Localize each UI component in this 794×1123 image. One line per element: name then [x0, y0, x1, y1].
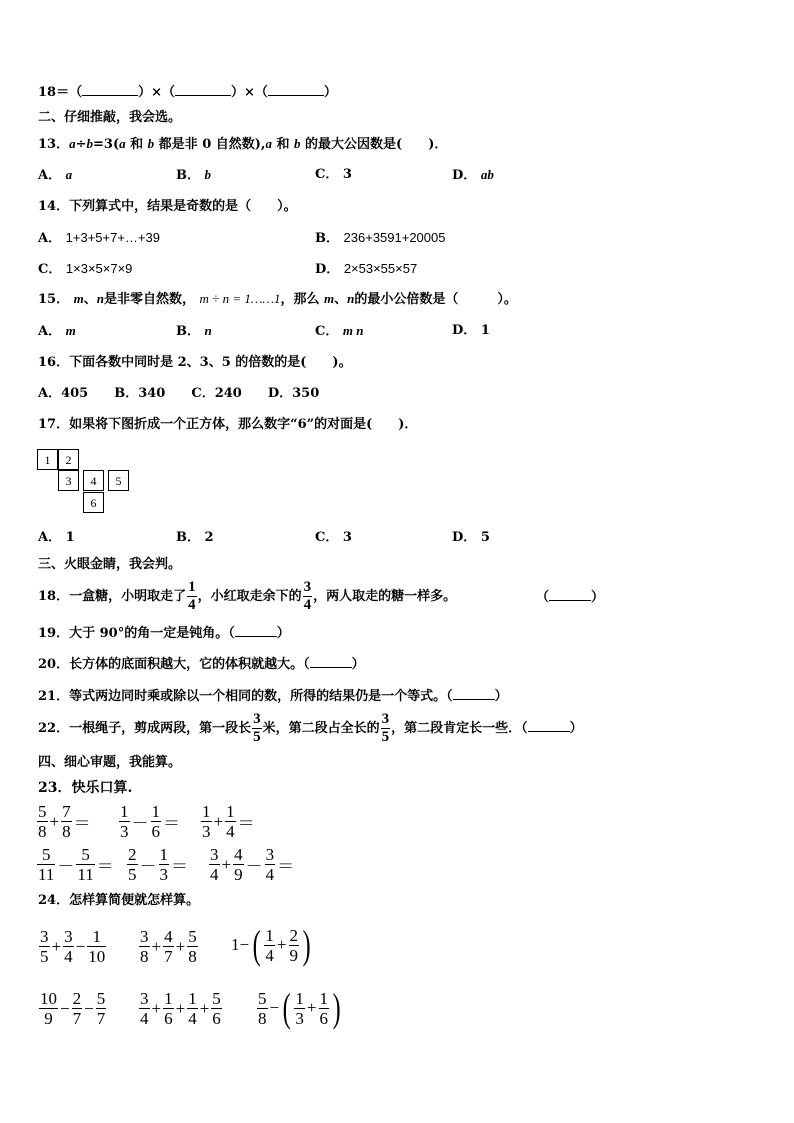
question-24-title: 24．怎样算简便就怎样算。: [38, 893, 200, 908]
calc-expr: [200, 803, 256, 840]
option-c[interactable]: C． m n: [315, 323, 364, 339]
question-20: 20．长方体的底面积越大，它的体积就越大。（ ）: [38, 657, 365, 672]
operator: +: [51, 936, 62, 956]
fraction: $\frac{3}{4}$: [140, 989, 149, 1028]
fraction: $\frac{2}{7}$: [72, 989, 82, 1028]
equals-sign: ＝: [96, 857, 114, 876]
fraction: $\frac{5}{8}$: [188, 927, 197, 966]
calc-expr: [38, 990, 107, 1027]
fraction: $\frac{1}{3}$: [202, 802, 211, 841]
operator: +: [175, 936, 186, 956]
fraction: $\frac{3}{4}$: [210, 845, 219, 884]
fraction: $\frac{1}{3}$: [159, 845, 168, 884]
section-heading: 三、火眼金睛，我会判。: [38, 557, 182, 572]
question-15: 15． m、n是非零自然数， m ÷ n = 1……1，那么 m、n的最小公倍数是（ ）。: [38, 291, 517, 307]
section-heading: 二、仔细推敲，我会选。: [38, 110, 182, 125]
fraction: $\frac{1}{6}$: [151, 802, 160, 841]
fraction: $\frac{1}{10}$: [88, 927, 106, 966]
net-cell: 1: [37, 449, 58, 470]
option-b[interactable]: B． n: [176, 323, 212, 339]
calc-expr: [208, 846, 295, 883]
net-cell: 2: [58, 449, 79, 470]
fraction: $\frac{3}{8}$: [140, 927, 149, 966]
fraction: $\frac{1}{6}$: [319, 988, 329, 1028]
fraction: $\frac{5}{8}$: [38, 802, 47, 841]
option-c[interactable]: C． 3: [315, 167, 352, 182]
calc-expr: [138, 928, 199, 965]
option-d[interactable]: D． 5: [452, 530, 490, 545]
fraction: $\frac{10}{9}$: [40, 989, 57, 1028]
fraction: $\frac{3}{4}$: [265, 845, 275, 884]
fraction: $\frac{2}{9}$: [289, 925, 299, 965]
fraction: $\frac{5}{11}$: [77, 845, 94, 884]
equals-sign: ＝: [171, 857, 188, 876]
equals-sign: ＝: [277, 857, 295, 876]
fraction: $\frac{7}{8}$: [62, 802, 71, 841]
option-d[interactable]: D． ab: [452, 167, 494, 183]
operator: －: [57, 857, 75, 876]
option-d[interactable]: D． 1: [452, 323, 490, 338]
net-cell: 6: [83, 492, 104, 513]
fraction: $\frac{2}{5}$: [128, 845, 137, 884]
net-cell: 4: [83, 470, 104, 491]
question-21: 21．等式两边同时乘或除以一个相同的数，所得的结果仍是一个等式。（ ）: [38, 689, 508, 704]
question-13: 13．a÷b=3(a 和 b 都是非 0 自然数),a 和 b 的最大公因数是( )．: [38, 136, 448, 152]
fraction: $\frac{1}{4}$: [188, 989, 197, 1028]
section-heading: 四、细心审题，我能算。: [38, 755, 182, 770]
fraction: $\frac{5}{6}$: [212, 989, 221, 1028]
operator: +: [213, 811, 224, 831]
option-a[interactable]: A． 1: [38, 530, 75, 545]
answer-blank[interactable]: [82, 83, 138, 96]
option-a[interactable]: A． m: [38, 323, 76, 339]
operator: +: [175, 998, 186, 1018]
operator: −: [75, 936, 86, 956]
fraction: $\frac{4}{7}$: [164, 927, 173, 966]
operator: +: [199, 998, 210, 1018]
option-d[interactable]: D． 2×53×55×57: [315, 261, 418, 277]
question-19: 19．大于 90°的角一定是钝角。（ ）: [38, 626, 290, 641]
question-17: 17．如果将下图折成一个正方体，那么数字“6”的对面是( )．: [38, 417, 418, 432]
fraction: $\frac{1}{6}$: [164, 989, 173, 1028]
options-16[interactable]: A．405 B．340 C．240 D．350: [38, 386, 320, 401]
calc-expr: [138, 990, 223, 1027]
operator: +: [221, 854, 232, 874]
equals-sign: ＝: [237, 814, 255, 833]
option-a[interactable]: A． 1+3+5+7+…+39: [38, 230, 160, 246]
operator: －: [131, 814, 149, 833]
calc-expr: [38, 928, 107, 965]
judge-blank[interactable]: [453, 687, 495, 700]
option-a[interactable]: A． a: [38, 167, 73, 183]
judge-blank[interactable]: [310, 655, 352, 668]
calc-expr: [118, 803, 181, 840]
fraction: $\frac{1}{3}$: [120, 802, 129, 841]
equals-sign: ＝: [163, 814, 180, 833]
operator: －: [139, 857, 157, 876]
factor-blank-line: 18＝（ ）×（ ）×（ ）: [38, 85, 337, 100]
question-22: 22．一根绳子，剪成两段，第一段长 $\frac{3}{5}$ 米，第二段占全长的 $\frac{3}{5}$ ，第二段肯定长一些．（ ）: [38, 711, 583, 745]
operator: +: [306, 998, 317, 1017]
fraction: $\frac{1}{3}$: [295, 988, 304, 1028]
operator: －: [245, 857, 263, 876]
fraction: $\frac{4}{9}$: [234, 845, 243, 884]
answer-blank[interactable]: [175, 83, 231, 96]
calc-expr: [36, 803, 92, 840]
question-16: 16．下面各数中同时是 2、3、5 的倍数的是( )。: [38, 355, 352, 370]
judge-blank[interactable]: （ ）: [536, 590, 605, 605]
judge-blank[interactable]: [235, 624, 277, 637]
fraction: $\frac{1}{4}$: [265, 925, 274, 965]
option-c[interactable]: C． 1×3×5×7×9: [38, 261, 133, 277]
question-18: 18．一盒糖，小明取走了 $\frac{1}{4}$ ，小红取走余下的 $\frac{3}{4}$ ，两人取走的糖一样多。: [38, 579, 457, 613]
calc-expr: [126, 846, 189, 883]
equals-sign: ＝: [73, 814, 91, 833]
fraction: $\frac{5}{11}$: [38, 845, 55, 884]
operator: +: [151, 998, 162, 1018]
operator: +: [151, 936, 162, 956]
option-b[interactable]: B． 2: [176, 530, 214, 545]
calc-expr-paren: 1−( $\frac{1}{4}$ + $\frac{2}{9}$ ): [231, 922, 311, 967]
calc-expr-paren: $\frac{5}{8}$ −( $\frac{1}{3}$ + $\frac{1}{6}$ ): [258, 985, 341, 1030]
question-23-title: 23．快乐口算.: [38, 780, 133, 796]
option-b[interactable]: B． b: [176, 167, 212, 183]
operator: −: [60, 998, 70, 1018]
option-c[interactable]: C． 3: [315, 530, 352, 545]
net-cell: 3: [58, 470, 79, 491]
question-14: 14．下列算式中，结果是奇数的是（ ）。: [38, 199, 297, 214]
judge-blank[interactable]: [528, 719, 570, 732]
operator: −: [84, 998, 94, 1018]
fraction: $\frac{3}{5}$: [40, 927, 49, 966]
option-b[interactable]: B． 236+3591+20005: [315, 230, 446, 246]
fraction: $\frac{1}{4}$: [226, 802, 235, 841]
calc-expr: [36, 846, 115, 883]
answer-blank[interactable]: [268, 83, 324, 96]
net-cell: 5: [108, 470, 129, 491]
fraction: $\frac{5}{7}$: [96, 989, 106, 1028]
operator: +: [49, 811, 60, 831]
fraction: $\frac{3}{4}$: [64, 927, 73, 966]
operator: +: [276, 935, 287, 954]
